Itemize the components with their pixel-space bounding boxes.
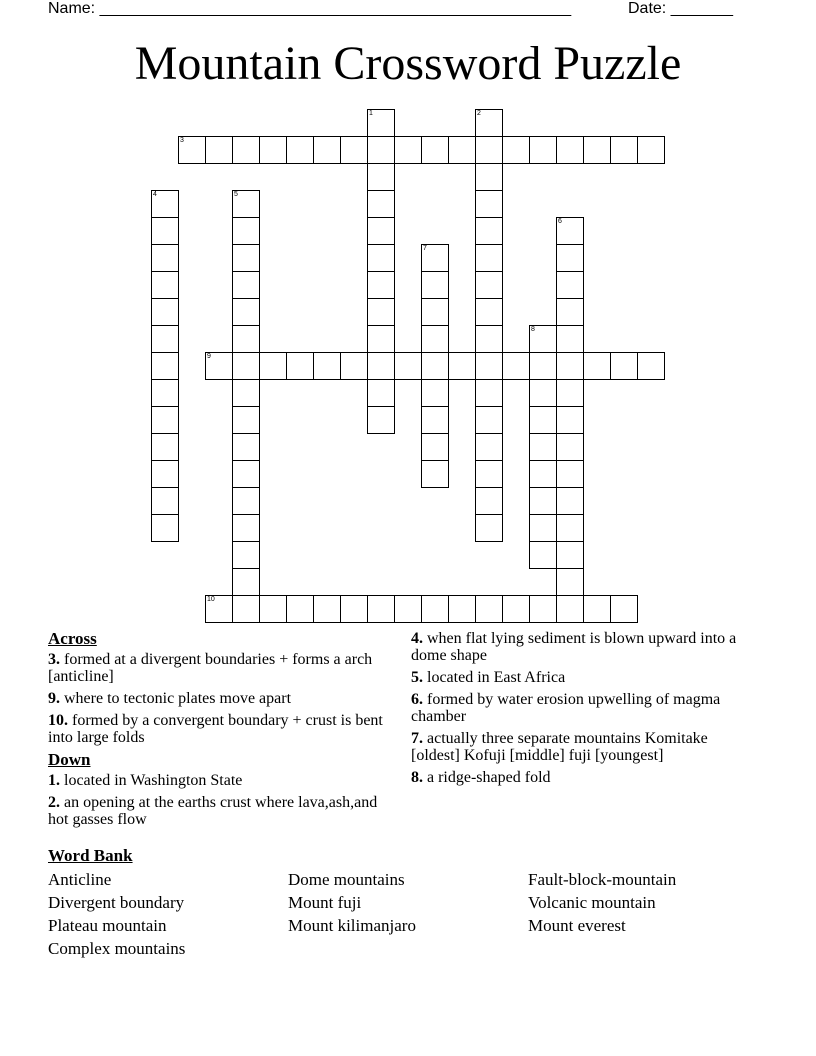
crossword-cell[interactable]	[475, 244, 503, 272]
crossword-cell[interactable]	[367, 406, 395, 434]
clue	[411, 691, 741, 725]
crossword-cell[interactable]	[556, 244, 584, 272]
crossword-cell[interactable]	[529, 325, 557, 353]
clue-text: a ridge-shaped fold	[427, 769, 551, 786]
crossword-cell[interactable]	[367, 379, 395, 407]
crossword-cell[interactable]	[367, 244, 395, 272]
clue-number: 2.	[48, 794, 60, 811]
clue	[411, 630, 741, 664]
crossword-cell[interactable]	[556, 541, 584, 569]
clues-right-column	[411, 630, 741, 791]
crossword-cell[interactable]	[232, 298, 260, 326]
clue-text: an opening at the earths crust where lava,ash,and hot gasses flow	[48, 794, 378, 828]
down-clue-list	[48, 772, 388, 828]
crossword-cell[interactable]	[448, 595, 476, 623]
crossword-cell[interactable]	[232, 379, 260, 407]
crossword-cell[interactable]	[448, 352, 476, 380]
crossword-cell[interactable]	[529, 136, 557, 164]
crossword-cell[interactable]	[232, 325, 260, 353]
crossword-cell[interactable]	[232, 271, 260, 299]
crossword-cell[interactable]	[475, 352, 503, 380]
word-bank-item: Complex mountains	[48, 939, 186, 958]
crossword-cell[interactable]	[394, 136, 422, 164]
crossword-cell[interactable]	[151, 487, 179, 515]
crossword-cell[interactable]	[151, 190, 179, 218]
crossword-cell[interactable]	[259, 595, 287, 623]
crossword-cell[interactable]	[367, 325, 395, 353]
crossword-cell[interactable]	[367, 595, 395, 623]
clues-left-column	[48, 628, 388, 833]
crossword-cell[interactable]	[556, 379, 584, 407]
word-bank-item: Mount kilimanjaro	[288, 916, 416, 935]
crossword-cell[interactable]	[637, 136, 665, 164]
crossword-cell[interactable]	[529, 595, 557, 623]
crossword-cell[interactable]	[340, 136, 368, 164]
down-heading: Down	[48, 750, 91, 769]
crossword-cell[interactable]	[421, 136, 449, 164]
crossword-cell[interactable]	[610, 352, 638, 380]
crossword-cell[interactable]	[421, 433, 449, 461]
crossword-cell[interactable]	[421, 595, 449, 623]
clue-number: 4	[153, 191, 157, 198]
crossword-cell[interactable]	[556, 136, 584, 164]
clue-number: 8	[531, 326, 535, 333]
crossword-cell[interactable]	[151, 271, 179, 299]
crossword-cell[interactable]	[421, 244, 449, 272]
crossword-cell[interactable]	[232, 595, 260, 623]
crossword-cell[interactable]	[583, 136, 611, 164]
crossword-cell[interactable]	[502, 595, 530, 623]
crossword-cell[interactable]	[475, 460, 503, 488]
crossword-cell[interactable]	[367, 271, 395, 299]
crossword-cell[interactable]	[421, 460, 449, 488]
crossword-cell[interactable]	[232, 433, 260, 461]
clue	[48, 712, 388, 746]
crossword-cell[interactable]	[313, 352, 341, 380]
crossword-cell[interactable]	[556, 433, 584, 461]
word-bank-item: Volcanic mountain	[528, 893, 656, 912]
crossword-cell[interactable]	[232, 190, 260, 218]
crossword-cell[interactable]	[232, 352, 260, 380]
crossword-cell[interactable]	[475, 433, 503, 461]
crossword-cell[interactable]	[367, 109, 395, 137]
crossword-cell[interactable]	[367, 352, 395, 380]
crossword-cell[interactable]	[475, 298, 503, 326]
clue-number: 10	[207, 596, 215, 603]
word-bank-item: Plateau mountain	[48, 916, 167, 935]
crossword-cell[interactable]	[529, 541, 557, 569]
crossword-cell[interactable]	[232, 568, 260, 596]
crossword-cell[interactable]	[475, 271, 503, 299]
crossword-cell[interactable]	[421, 406, 449, 434]
clue-number: 7.	[411, 730, 423, 747]
crossword-cell[interactable]	[448, 136, 476, 164]
clue-text: where to tectonic plates move apart	[64, 690, 292, 707]
crossword-cell[interactable]	[394, 352, 422, 380]
crossword-cell[interactable]	[232, 244, 260, 272]
clue-text: when flat lying sediment is blown upward into a dome shape	[411, 630, 737, 664]
crossword-cell[interactable]	[475, 379, 503, 407]
crossword-cell[interactable]	[583, 595, 611, 623]
crossword-cell[interactable]	[394, 595, 422, 623]
crossword-cell[interactable]	[529, 433, 557, 461]
crossword-cell[interactable]	[556, 271, 584, 299]
word-bank-item: Mount fuji	[288, 893, 362, 912]
crossword-cell[interactable]	[556, 595, 584, 623]
clue	[411, 730, 741, 764]
crossword-cell[interactable]	[529, 487, 557, 515]
crossword-cell[interactable]	[475, 595, 503, 623]
crossword-cell[interactable]	[556, 325, 584, 353]
crossword-cell[interactable]	[556, 460, 584, 488]
crossword-cell[interactable]	[475, 406, 503, 434]
crossword-cell[interactable]	[340, 595, 368, 623]
clue	[48, 651, 388, 685]
word-bank-item: Divergent boundary	[48, 893, 185, 912]
crossword-cell[interactable]	[205, 352, 233, 380]
crossword-cell[interactable]	[151, 352, 179, 380]
crossword-cell[interactable]	[421, 271, 449, 299]
crossword-cell[interactable]	[313, 595, 341, 623]
page-title: Mountain Crossword Puzzle	[134, 37, 682, 90]
date-field[interactable]: Date: _______	[628, 0, 733, 17]
crossword-cell[interactable]	[475, 163, 503, 191]
crossword-cell[interactable]	[475, 325, 503, 353]
crossword-cell[interactable]	[151, 514, 179, 542]
crossword-cell[interactable]	[232, 514, 260, 542]
crossword-cell[interactable]	[151, 298, 179, 326]
crossword-cell[interactable]	[232, 460, 260, 488]
clue-text: actually three separate mountains Komitake [oldest] Kofuji [middle] fuji [youngest]	[411, 730, 708, 764]
clue-number: 5.	[411, 669, 423, 686]
crossword-cell[interactable]	[421, 298, 449, 326]
across-heading: Across	[48, 629, 97, 648]
crossword-cell[interactable]	[259, 136, 287, 164]
clue	[411, 669, 741, 686]
clue-text: located in Washington State	[64, 772, 243, 789]
clue-number: 6.	[411, 691, 423, 708]
crossword-cell[interactable]	[583, 352, 611, 380]
clue-number: 3.	[48, 651, 60, 668]
word-bank	[48, 846, 768, 959]
crossword-cell[interactable]	[529, 379, 557, 407]
clue-number: 2	[477, 110, 481, 117]
across-clue-list	[48, 651, 388, 746]
crossword-cell[interactable]	[151, 325, 179, 353]
down-clue-list-continued	[411, 630, 741, 786]
crossword-cell[interactable]	[475, 109, 503, 137]
crossword-cell[interactable]	[556, 406, 584, 434]
crossword-cell[interactable]	[421, 379, 449, 407]
crossword-cell[interactable]	[502, 136, 530, 164]
name-field[interactable]: Name: _____________________________________________________	[48, 0, 572, 17]
crossword-cell[interactable]	[232, 136, 260, 164]
crossword-cell[interactable]	[529, 352, 557, 380]
crossword-cell[interactable]	[286, 352, 314, 380]
crossword-cell[interactable]	[232, 487, 260, 515]
crossword-cell[interactable]	[151, 244, 179, 272]
clue-number: 8.	[411, 769, 423, 786]
crossword-cell[interactable]	[367, 298, 395, 326]
crossword-cell[interactable]	[637, 352, 665, 380]
word-bank-list	[48, 870, 768, 959]
crossword-cell[interactable]	[367, 217, 395, 245]
crossword-cell[interactable]	[610, 595, 638, 623]
crossword-cell[interactable]	[232, 541, 260, 569]
word-bank-item: Anticline	[48, 870, 112, 889]
crossword-cell[interactable]	[286, 595, 314, 623]
word-bank-item: Dome mountains	[288, 870, 405, 889]
crossword-cell[interactable]	[421, 325, 449, 353]
crossword-cell[interactable]	[556, 568, 584, 596]
crossword-cell[interactable]	[232, 217, 260, 245]
clue-number: 7	[423, 245, 427, 252]
crossword-cell[interactable]	[205, 136, 233, 164]
clue	[411, 769, 741, 786]
clue-text: formed by a convergent boundary + crust is bent into large folds	[48, 712, 383, 746]
crossword-cell[interactable]	[286, 136, 314, 164]
clue-number: 5	[234, 191, 238, 198]
clue	[48, 772, 388, 789]
crossword-cell[interactable]	[367, 136, 395, 164]
clue-number: 4.	[411, 630, 423, 647]
crossword-cell[interactable]	[529, 514, 557, 542]
crossword-cell[interactable]	[556, 487, 584, 515]
clue-text: formed by water erosion upwelling of magma chamber	[411, 691, 721, 725]
crossword-cell[interactable]	[502, 352, 530, 380]
clue-text: located in East Africa	[427, 669, 566, 686]
crossword-cell[interactable]	[151, 217, 179, 245]
crossword-cell[interactable]	[151, 460, 179, 488]
crossword-cell[interactable]	[205, 595, 233, 623]
crossword-cell[interactable]	[475, 514, 503, 542]
crossword-cell[interactable]	[610, 136, 638, 164]
crossword-cell[interactable]	[259, 352, 287, 380]
crossword-cell[interactable]	[556, 352, 584, 380]
clue-number: 1.	[48, 772, 60, 789]
word-bank-item: Mount everest	[528, 916, 626, 935]
crossword-cell[interactable]	[556, 514, 584, 542]
crossword-cell[interactable]	[475, 190, 503, 218]
clue-number: 9	[207, 353, 211, 360]
clue-number: 9.	[48, 690, 60, 707]
crossword-cell[interactable]	[421, 352, 449, 380]
crossword-cell[interactable]	[475, 217, 503, 245]
crossword-cell[interactable]	[340, 352, 368, 380]
clue-number: 10.	[48, 712, 68, 729]
clue-number: 6	[558, 218, 562, 225]
crossword-cell[interactable]	[529, 406, 557, 434]
crossword-cell[interactable]	[151, 379, 179, 407]
crossword-cell[interactable]	[367, 163, 395, 191]
crossword-cell[interactable]	[313, 136, 341, 164]
crossword-cell[interactable]	[556, 298, 584, 326]
word-bank-heading: Word Bank	[48, 846, 133, 865]
crossword-cell[interactable]	[529, 460, 557, 488]
clue	[48, 690, 388, 707]
crossword-cell[interactable]	[178, 136, 206, 164]
crossword-cell[interactable]	[232, 406, 260, 434]
crossword-cell[interactable]	[475, 487, 503, 515]
clue-number: 3	[180, 137, 184, 144]
clue-number: 1	[369, 110, 373, 117]
clue	[48, 794, 388, 828]
crossword-cell[interactable]	[367, 190, 395, 218]
clue-text: formed at a divergent boundaries + forms a arch [anticline]	[48, 651, 373, 685]
word-bank-item: Fault-block-mountain	[528, 870, 677, 889]
crossword-cell[interactable]	[556, 217, 584, 245]
crossword-cell[interactable]	[475, 136, 503, 164]
crossword-cell[interactable]	[151, 433, 179, 461]
crossword-cell[interactable]	[151, 406, 179, 434]
